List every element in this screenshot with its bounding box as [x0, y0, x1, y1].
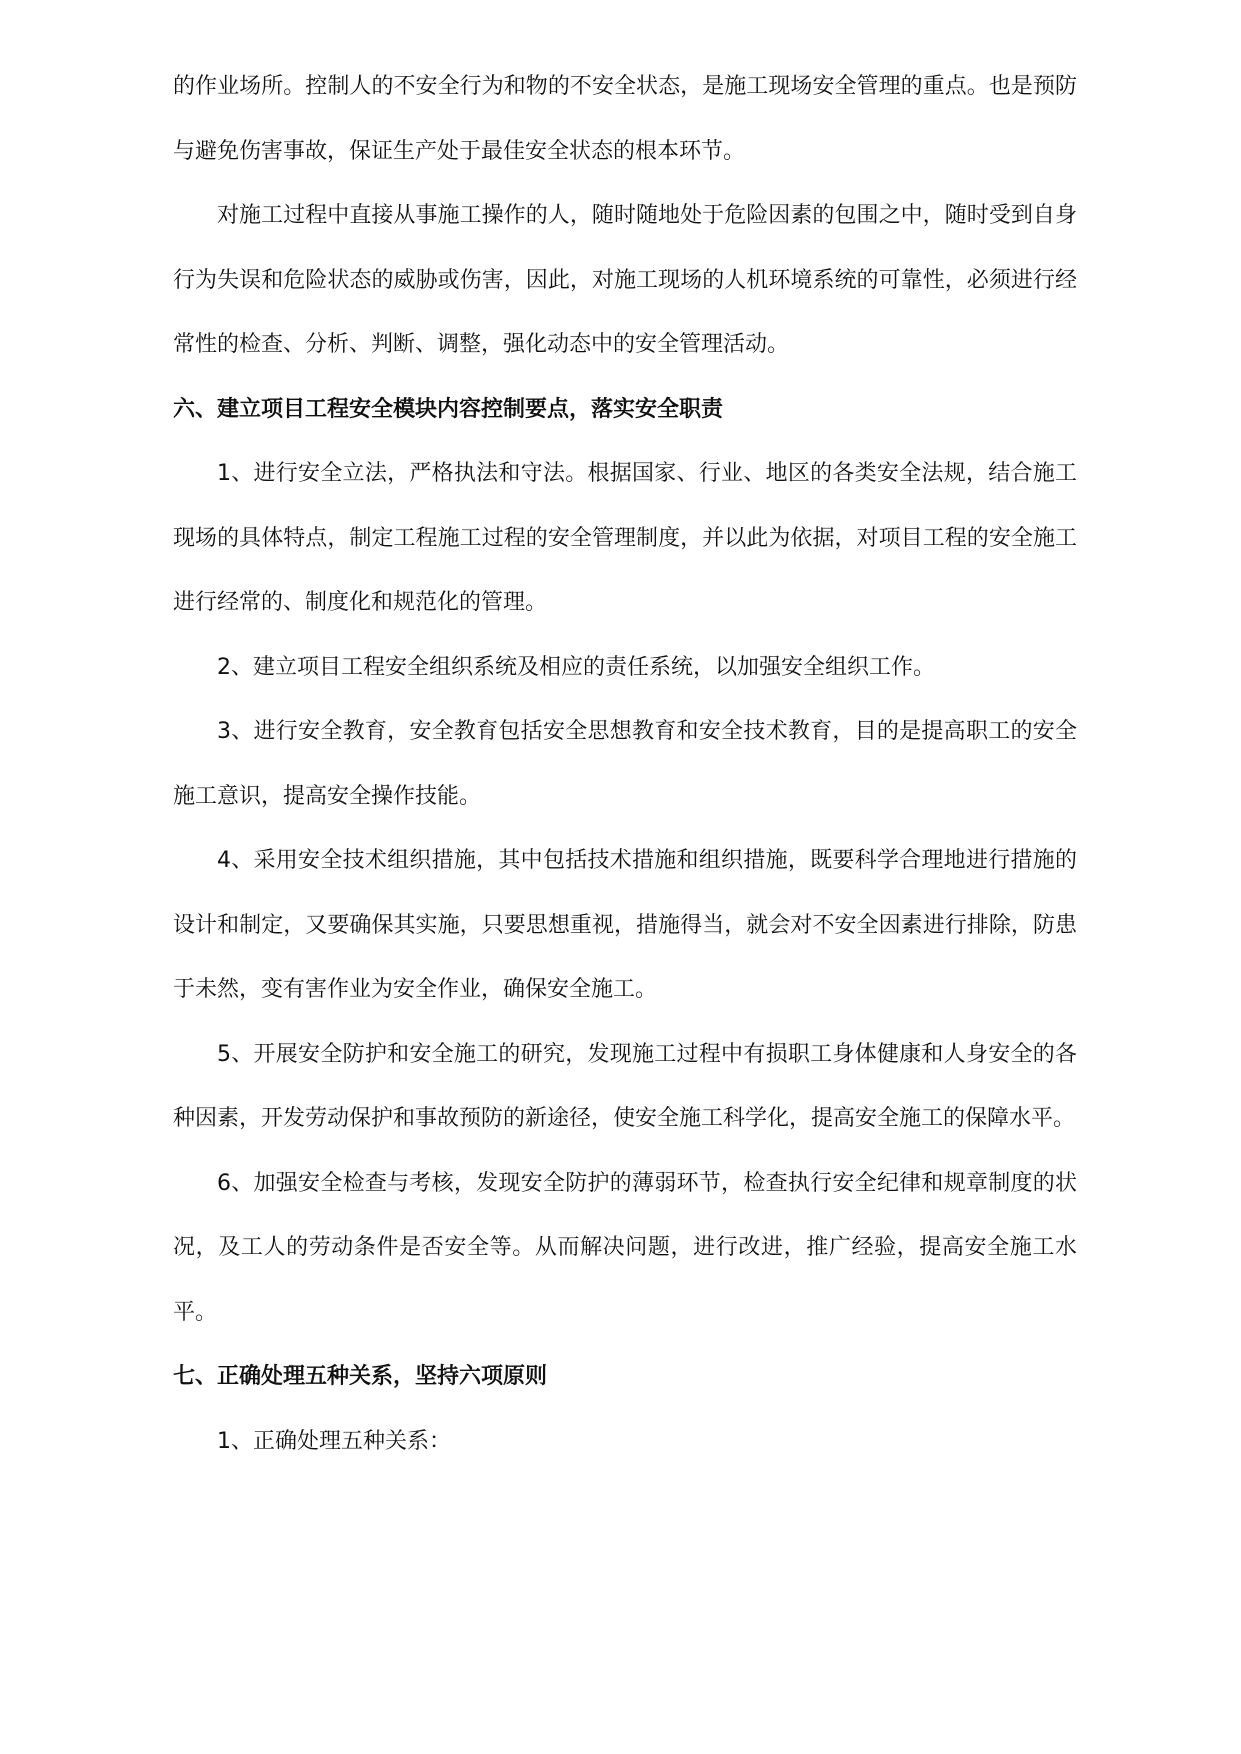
paragraph: 1、进行安全立法，严格执法和守法。根据国家、行业、地区的各类安全法规，结合施工现场的具体特点，制定工程施工过程的安全管理制度，并以此为依据，对项目工程的安全施工进行经常的、制度化和规范化的管理。: [173, 461, 1077, 615]
paragraph: 3、进行安全教育，安全教育包括安全思想教育和安全技术教育，目的是提高职工的安全施工意识，提高安全操作技能。: [173, 719, 1077, 809]
paragraph: 2、建立项目工程安全组织系统及相应的责任系统，以加强安全组织工作。: [217, 654, 935, 680]
paragraph: 1、正确处理五种关系：: [217, 1428, 451, 1454]
section-heading: 七、正确处理五种关系，坚持六项原则: [173, 1364, 548, 1389]
paragraph: 的作业场所。控制人的不安全行为和物的不安全状态，是施工现场安全管理的重点。也是预防与避免伤害事故，保证生产处于最佳安全状态的根本环节。: [173, 74, 1077, 164]
paragraph: 5、开展安全防护和安全施工的研究，发现施工过程中有损职工身体健康和人身安全的各种因素，开发劳动保护和事故预防的新途径，使安全施工科学化，提高安全施工的保障水平。: [173, 1041, 1077, 1131]
paragraph: 6、加强安全检查与考核，发现安全防护的薄弱环节，检查执行安全纪律和规章制度的状况，及工人的劳动条件是否安全等。从而解决问题，进行改进，推广经验，提高安全施工水平。: [173, 1170, 1077, 1325]
paragraph: 4、采用安全技术组织措施，其中包括技术措施和组织措施，既要科学合理地进行措施的设计和制定，又要确保其实施，只要思想重视，措施得当，就会对不安全因素进行排除，防患于未然，变有害作业为安全作业，确保安全施工。: [173, 848, 1077, 1002]
paragraph: 对施工过程中直接从事施工操作的人，随时随地处于危险因素的包围之中，随时受到自身行为失误和危险状态的威胁或伤害，因此，对施工现场的人机环境系统的可靠性，必须进行经常性的检查、分析、判断、调整，强化动态中的安全管理活动。: [173, 203, 1077, 357]
document-body: [173, 55, 1077, 1474]
section-heading: 六、建立项目工程安全模块内容控制要点，落实安全职责: [173, 396, 724, 422]
